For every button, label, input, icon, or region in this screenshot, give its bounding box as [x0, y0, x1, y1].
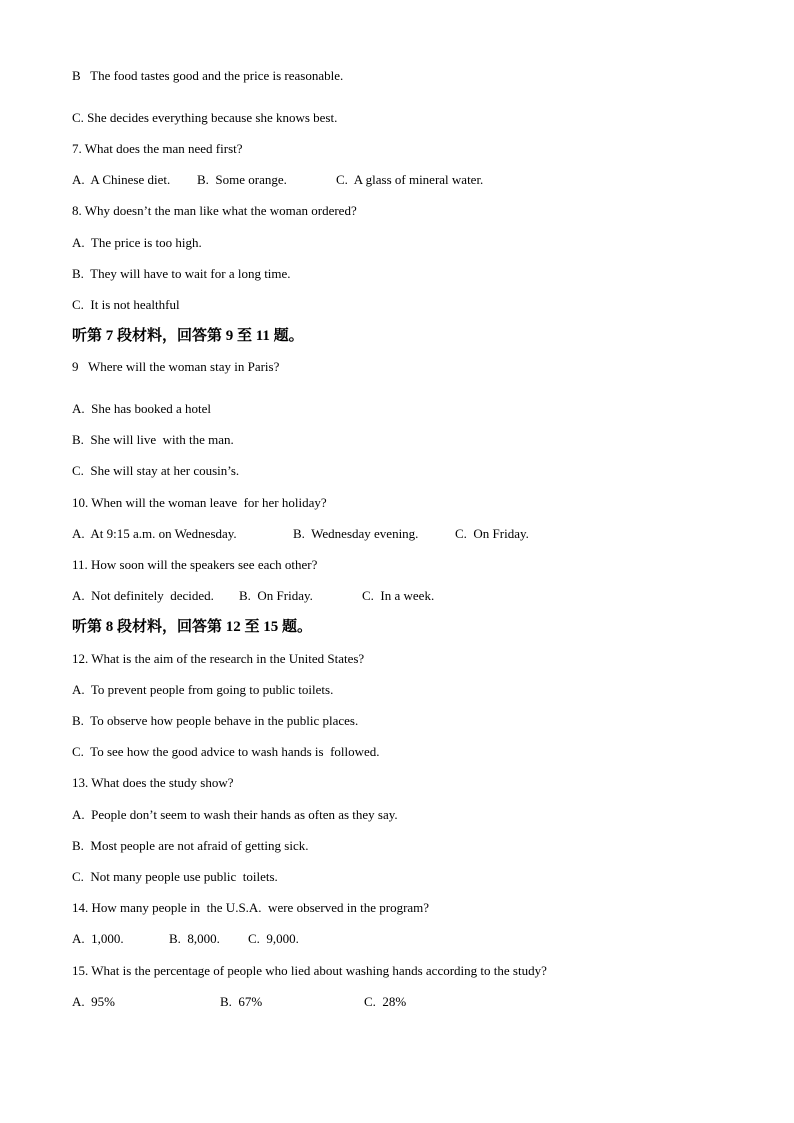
q12-option-c: C. To see how the good advice to wash hands is followed. — [72, 744, 380, 759]
q10-option-b: B. Wednesday evening. — [293, 526, 419, 541]
q10-option-a: A. At 9:15 a.m. on Wednesday. — [72, 526, 237, 541]
q13-option-b: B. Most people are not afraid of getting sick. — [72, 838, 309, 853]
section-8-heading: 听第 8 段材料，回答第 12 至 15 题。 — [72, 619, 313, 635]
q7-option-c: C. A glass of mineral water. — [336, 172, 484, 187]
q14-question: 14. How many people in the U.S.A. were observed in the program? — [72, 900, 430, 915]
q13-option-a: A. People don’t seem to wash their hands as often as they say. — [72, 807, 398, 822]
q13-option-c: C. Not many people use public toilets. — [72, 869, 278, 884]
q7-option-a: A. A Chinese diet. — [72, 172, 171, 187]
q9-option-a: A. She has booked a hotel — [72, 401, 212, 416]
q12-option-b: B. To observe how people behave in the public places. — [72, 713, 359, 728]
q8-option-c: C. It is not healthful — [72, 297, 180, 312]
q14-option-a: A. 1,000. — [72, 931, 124, 946]
q14-option-c: C. 9,000. — [248, 931, 299, 946]
q14-option-b: B. 8,000. — [169, 931, 220, 946]
q9-question: 9 Where will the woman stay in Paris? — [72, 359, 280, 374]
q8-option-a: A. The price is too high. — [72, 235, 202, 250]
q7-question: 7. What does the man need first? — [72, 141, 243, 156]
q11-option-b: B. On Friday. — [239, 588, 313, 603]
q9-option-b: B. She will live with the man. — [72, 432, 234, 447]
q7-option-b: B. Some orange. — [197, 172, 287, 187]
q12-question: 12. What is the aim of the research in the United States? — [72, 651, 365, 666]
q10-option-c: C. On Friday. — [455, 526, 529, 541]
q15-option-a: A. 95% — [72, 994, 115, 1009]
q11-question: 11. How soon will the speakers see each other? — [72, 557, 318, 572]
q15-question: 15. What is the percentage of people who lied about washing hands according to the study? — [72, 963, 547, 978]
q10-question: 10. When will the woman leave for her holiday? — [72, 495, 327, 510]
q12-option-a: A. To prevent people from going to public toilets. — [72, 682, 334, 697]
q6-option-b: B The food tastes good and the price is reasonable. — [72, 68, 344, 83]
q9-option-c: C. She will stay at her cousin’s. — [72, 463, 240, 478]
q11-option-a: A. Not definitely decided. — [72, 588, 214, 603]
q6-option-c: C. She decides everything because she knows best. — [72, 110, 338, 125]
section-7-heading: 听第 7 段材料，回答第 9 至 11 题。 — [72, 328, 304, 344]
q11-option-c: C. In a week. — [362, 588, 435, 603]
q8-question: 8. Why doesn’t the man like what the woman ordered? — [72, 203, 357, 218]
q15-option-b: B. 67% — [220, 994, 263, 1009]
q15-option-c: C. 28% — [364, 994, 407, 1009]
q8-option-b: B. They will have to wait for a long time. — [72, 266, 291, 281]
q13-question: 13. What does the study show? — [72, 775, 234, 790]
